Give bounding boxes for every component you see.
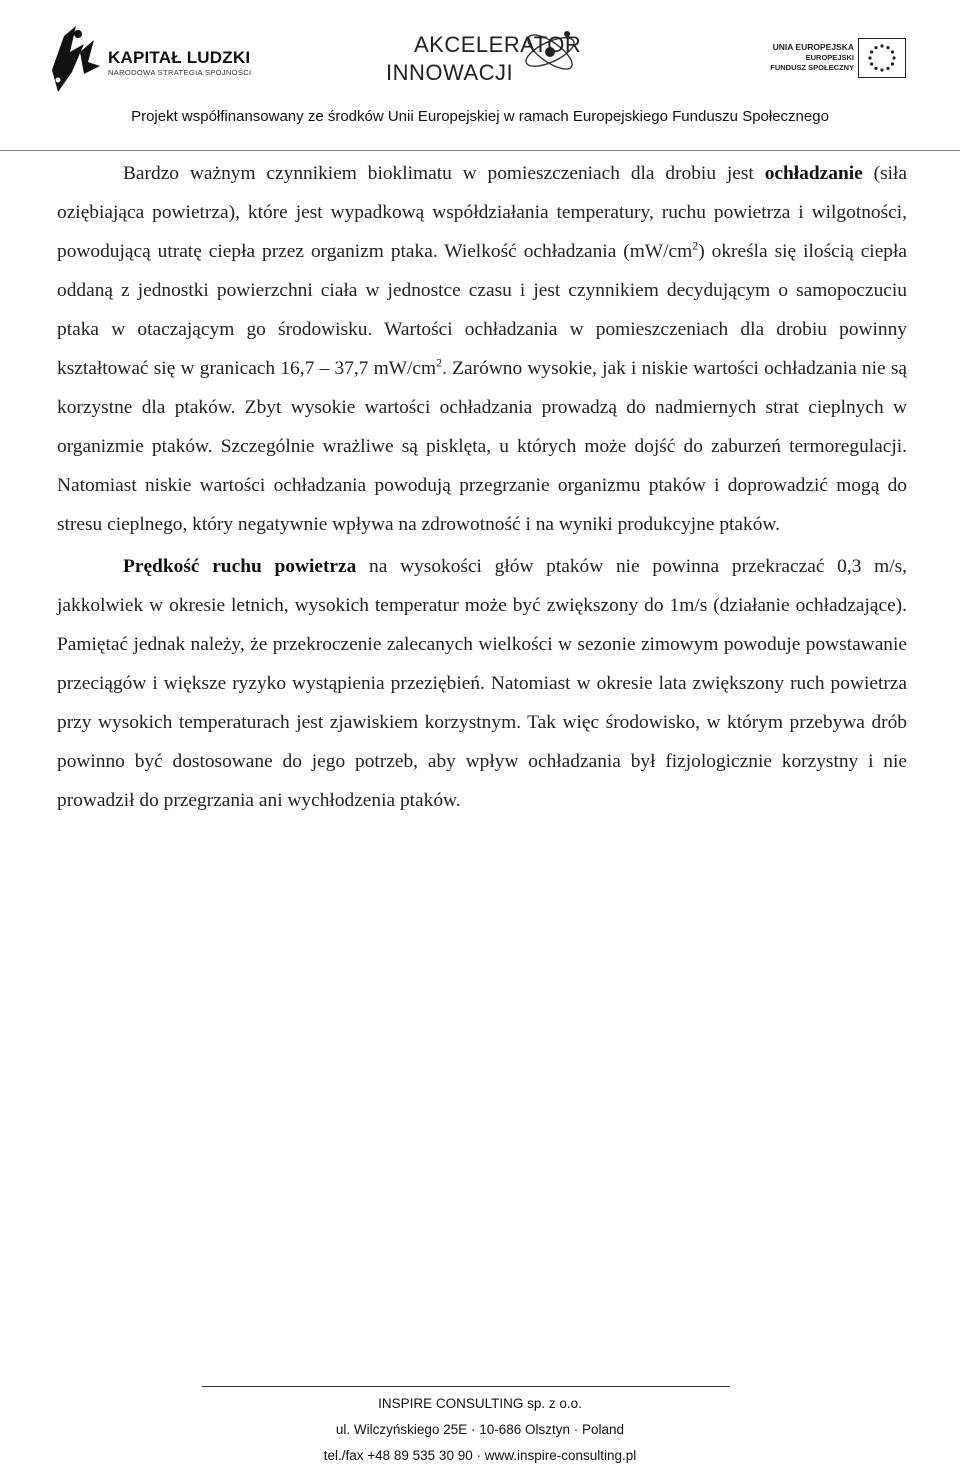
paragraph-cooling xyxy=(57,154,907,544)
kapital-ludzki-emblem-icon xyxy=(50,22,102,94)
footer-address: ul. Wilczyńskiego 25E · 10-686 Olsztyn · Poland xyxy=(335,1422,625,1437)
p1-text-4: . Zarówno wysokie, jak i niskie wartości ochładzania nie są korzystne dla ptaków. Zbyt wysokie wartości ochładzania prowadzą do nadmiernych strat cieplnych w organizmie ptaków. Szczególnie wrażliwe są pisklęta, u których może dojść do zaburzeń termoregulacji. Natomiast niskie wartości ochładzania powodują przegrzanie organizmu ptaków i doprowadzić mogą do stresu cieplnego, który negatywnie wpływa na zdrowotność i na wyniki produkcyjne ptaków. xyxy=(57,358,907,535)
p1-text-1: Bardzo ważnym czynnikiem bioklimatu w pomieszczeniach dla drobiu jest xyxy=(123,163,765,184)
superscript-2: 2 xyxy=(436,355,443,370)
footer-divider xyxy=(202,1386,730,1387)
p2-text-1: na wysokości głów ptaków nie powinna przekraczać 0,3 m/s, jakkolwiek w okresie letnich, wysokich temperatur może być zwiększony do 1m/s (działanie ochładzające). Pamiętać jednak należy, że przekroczenie zalecanych wielkości w sezonie zimowym powoduje powstawanie przeciągów i większe ryzyko wystąpienia przeziębień. Natomiast w okresie lata zwiększony ruch powietrza przy wysokich temperaturach jest zjawiskiem korzystnym. Tak więc środowisko, w którym przebywa drób powinno być dostosowane do jego potrzeb, aby wpływ ochładzania był fizjologicznie korzystny i nie prowadził do przegrzania ani wychłodzenia ptaków. xyxy=(57,556,907,811)
kapital-ludzki-title: KAPITAŁ LUDZKI xyxy=(108,48,251,67)
eu-flag-icon xyxy=(858,38,906,78)
paragraph-air-speed xyxy=(57,547,907,820)
superscript-2: 2 xyxy=(692,238,699,253)
page-header xyxy=(0,0,960,152)
term-predkosc-ruchu-powietrza: Prędkość ruchu powietrza xyxy=(123,556,357,577)
p1-text-3: ) określa się ilością ciepła oddaną z jednostki powierzchni ciała w jednostce czasu i jest czynnikiem decydującym o samopoczuciu ptaka w otaczającym go środowisku. Wartości ochładzania w pomieszczeniach dla drobiu powinny kształtować się w granicach 16,7 – 37,7 mW/cm xyxy=(57,241,907,379)
footer-company: INSPIRE CONSULTING sp. z o.o. xyxy=(378,1396,582,1411)
p1-text-2: (siła oziębiająca powietrza), które jest wypadkową współdziałania temperatury, ruchu powietrza i wilgotności, powodującą utratę ciepła przez organizm ptaka. Wielkość ochładzania (mW/cm xyxy=(57,163,908,262)
eu-fund-label-1: EUROPEJSKI xyxy=(805,53,854,62)
eu-fund-label-2: FUNDUSZ SPOŁECZNY xyxy=(770,63,854,72)
term-ochladzanie: ochładzanie xyxy=(764,163,863,184)
kapital-ludzki-logo xyxy=(50,22,270,97)
eu-logo xyxy=(752,36,912,86)
innowacji-text: INNOWACJI xyxy=(386,60,514,85)
kapital-ludzki-subtitle: NARODOWA STRATEGIA SPÓJNOŚCI xyxy=(108,68,252,77)
document-body xyxy=(57,154,907,820)
akcelerator-innowacji-logo xyxy=(380,22,590,92)
eu-text-block xyxy=(770,42,854,73)
footer-contact: tel./fax +48 89 535 30 90 · www.inspire-consulting.pl xyxy=(323,1448,637,1463)
eu-union-label: UNIA EUROPEJSKA xyxy=(772,42,854,52)
akcelerator-text: AKCELERATOR xyxy=(414,32,582,57)
project-cofinancing-line: Projekt współfinansowany ze środków Unii Europejskiej w ramach Europejskiego Funduszu Społecznego xyxy=(131,108,829,125)
header-divider xyxy=(0,150,960,151)
